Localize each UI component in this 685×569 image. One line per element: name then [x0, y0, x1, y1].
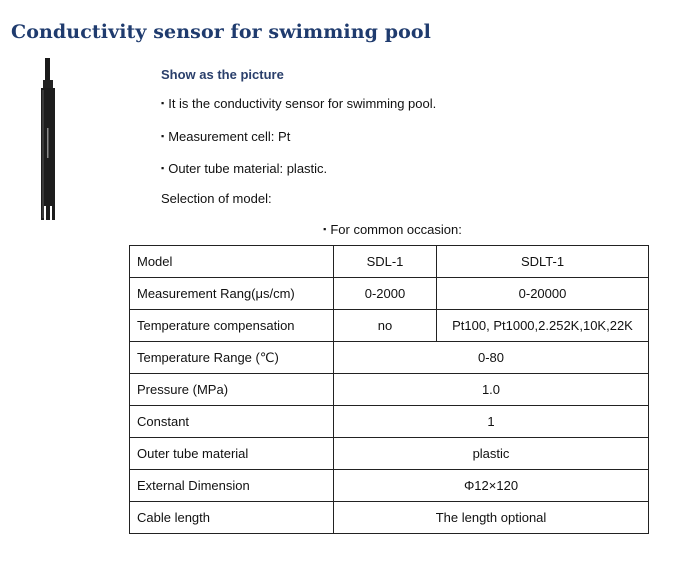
info-subtitle: Show as the picture — [161, 67, 284, 82]
bullet-icon: ▪ — [161, 98, 165, 108]
row-label: Cable length — [130, 502, 334, 534]
bullet-item — [161, 160, 327, 177]
table-row — [130, 278, 649, 310]
table-row — [130, 502, 649, 534]
table-row — [130, 438, 649, 470]
table-cell: 1.0 — [334, 374, 649, 406]
table-cell: plastic — [334, 438, 649, 470]
table-row — [130, 310, 649, 342]
bullet-text: Measurement cell: Pt — [168, 129, 291, 144]
table-row — [130, 406, 649, 438]
table-cell: 0-80 — [334, 342, 649, 374]
bullet-icon: ▪ — [161, 131, 165, 141]
table-cell: SDL-1 — [334, 246, 437, 278]
bullet-icon: ▪ — [161, 163, 165, 173]
table-cell: 0-20000 — [437, 278, 649, 310]
table-cell: 1 — [334, 406, 649, 438]
table-cell: no — [334, 310, 437, 342]
table-cell: The length optional — [334, 502, 649, 534]
row-label: Pressure (MPa) — [130, 374, 334, 406]
row-label: Model — [130, 246, 334, 278]
table-row — [130, 374, 649, 406]
bullet-icon: ▪ — [323, 224, 327, 234]
bullet-text: Outer tube material: plastic. — [168, 161, 328, 176]
row-label: Constant — [130, 406, 334, 438]
row-label: Outer tube material — [130, 438, 334, 470]
bullet-item — [161, 95, 436, 112]
selection-label: Selection of model: — [161, 191, 272, 206]
row-label: External Dimension — [130, 470, 334, 502]
bullet-text: It is the conductivity sensor for swimming pool. — [168, 96, 437, 111]
table-cell: Φ12×120 — [334, 470, 649, 502]
product-info — [161, 66, 641, 206]
table-cell: 0-2000 — [334, 278, 437, 310]
occasion-text: For common occasion: — [330, 222, 462, 237]
table-cell: SDLT-1 — [437, 246, 649, 278]
row-label: Temperature compensation — [130, 310, 334, 342]
bullet-item — [161, 128, 290, 145]
row-label: Temperature Range (℃) — [130, 342, 334, 374]
table-row — [130, 342, 649, 374]
page-title: Conductivity sensor for swimming pool — [11, 21, 431, 43]
table-cell: Pt100, Pt1000,2.252K,10K,22K — [437, 310, 649, 342]
spec-table — [129, 245, 649, 534]
sensor-probe-image — [36, 58, 60, 220]
table-row — [130, 246, 649, 278]
occasion-label — [0, 222, 685, 237]
table-row — [130, 470, 649, 502]
row-label: Measurement Rang(μs/cm) — [130, 278, 334, 310]
